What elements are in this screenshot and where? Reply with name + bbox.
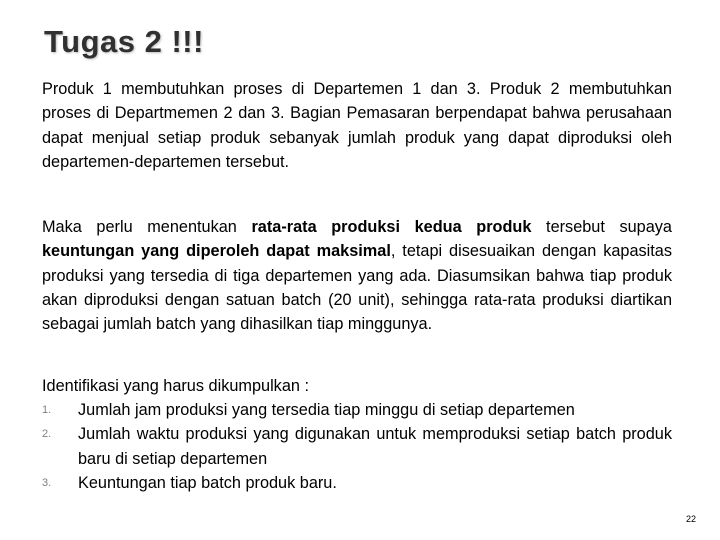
list-item	[42, 471, 672, 495]
list-item-number: 1.	[42, 404, 52, 416]
list-item-text: Keuntungan tiap batch produk baru.	[78, 473, 337, 492]
slide-title: Tugas 2 !!!	[44, 24, 204, 59]
list-item-text: Jumlah jam produksi yang tersedia tiap minggu di setiap departemen	[78, 401, 575, 419]
list-item-text: Jumlah waktu produksi yang digunakan untuk memproduksi setiap batch produk baru di setiap departemen	[78, 425, 672, 468]
list-item-number: 3.	[42, 476, 52, 489]
emphasis-average-production: rata-rata produksi kedua produk	[251, 218, 532, 236]
paragraph-objective-text-2: tersebut supaya	[531, 218, 672, 236]
paragraph-objective	[42, 215, 672, 336]
identification-list	[42, 398, 672, 495]
paragraph-products: Produk 1 membutuhkan proses di Departemen 1 dan 3. Produk 2 membutuhkan proses di Departmemen 2 dan 3. Bagian Pemasaran berpendapat bahwa perusahaan dapat menjual setiap produk sebanyak jumlah produk yang dapat diproduksi oleh departemen-departemen tersebut.	[42, 80, 672, 171]
emphasis-max-profit: keuntungan yang diperoleh dapat maksimal	[42, 242, 391, 261]
identification-heading: Identifikasi yang harus dikumpulkan :	[42, 377, 309, 395]
list-item	[42, 398, 672, 422]
list-item-number: 2.	[42, 428, 52, 441]
paragraph-objective-text-3: , tetapi disesuaikan dengan kapasitas produksi yang tersedia di tiga departemen yang ada. Diasumsikan bahwa tiap produk akan diproduksi dengan satuan batch (20 unit), sehingga rata-rata produksi diartikan sebagai jumlah batch yang dihasilkan tiap minggunya.	[42, 242, 672, 334]
paragraph-objective-text-1: Maka perlu menentukan	[42, 218, 252, 236]
list-item	[42, 422, 672, 471]
page-number: 22	[686, 514, 697, 524]
